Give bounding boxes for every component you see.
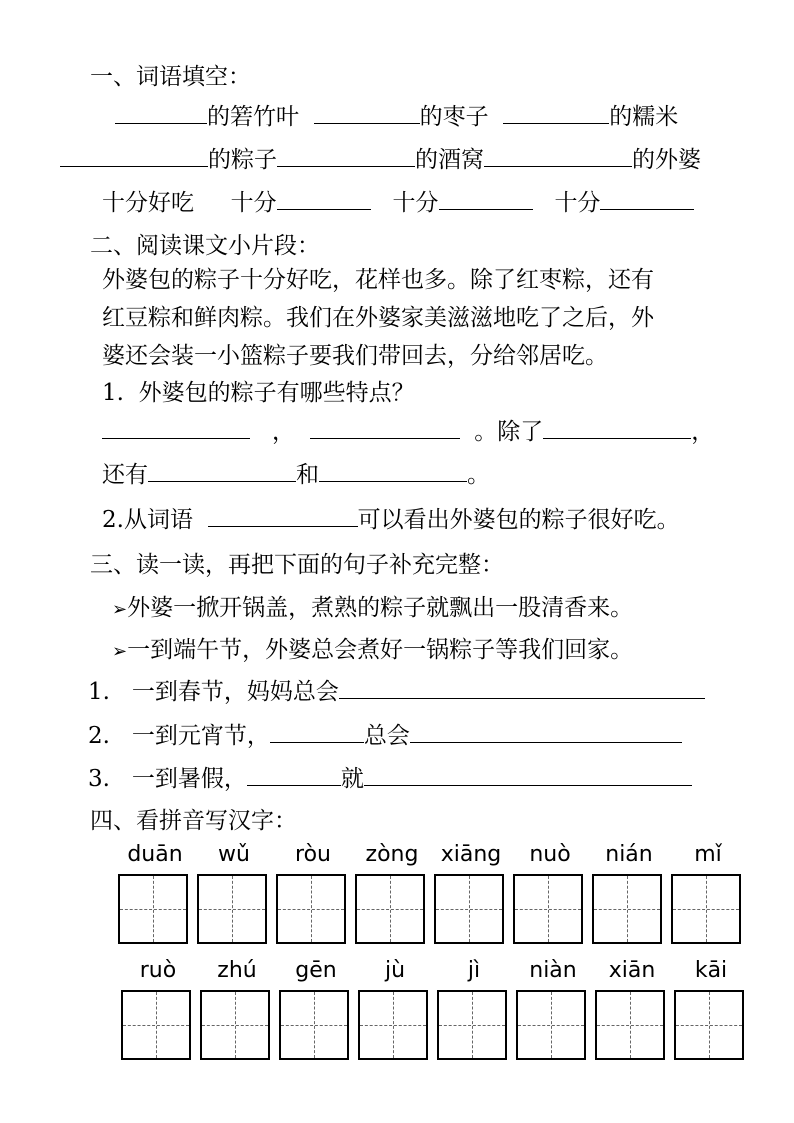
pinyin-label: zòng [365,842,419,867]
tian-zi-grid-box[interactable] [355,874,425,944]
fill-row-3 [102,188,694,218]
item-number: 3. [88,766,110,792]
tian-zi-grid-box[interactable] [595,990,665,1060]
pinyin-cell [516,958,590,988]
pinyin-cell [595,958,669,988]
question-1-answer-line-1 [102,417,714,447]
answer-blank[interactable] [319,461,467,482]
tian-zi-grid-box[interactable] [513,874,583,944]
passage-line-3: 婆还会装一小篮粽子要我们带回去，分给邻居吃。 [102,343,608,369]
example-sentence-1 [112,593,633,625]
pinyin-cell [674,958,748,988]
punctuation: ， [691,419,715,445]
question-1: 1. 外婆包的粽子有哪些特点？ [102,380,415,406]
pinyin-label: kāi [694,958,728,983]
fill-row-1 [115,102,678,132]
pinyin-label: xiāng [440,842,502,867]
pinyin-row-2 [0,958,794,1068]
pinyin-label: niàn [529,958,577,983]
phrase-label: 的外婆 [632,147,701,173]
phrase-label: 一到暑假， [131,766,247,792]
pinyin-label: zhú [217,958,257,983]
example-sentence-2 [112,635,633,667]
question-2 [102,505,680,535]
phrase-label: 就 [340,766,364,792]
pinyin-label: ròu [295,842,331,867]
answer-blank[interactable] [503,103,609,124]
pinyin-label: jì [467,958,481,983]
completion-item-2 [88,721,682,751]
punctuation: 。 [467,462,490,488]
example-text: 外婆一掀开锅盖，煮熟的粽子就飘出一股清香来。 [127,595,634,621]
pinyin-cell [121,958,195,988]
section-2-title: 二、阅读课文小片段： [90,233,320,259]
section-4-title: 四、看拼音写汉字： [90,808,297,834]
pinyin-cell [355,842,429,872]
answer-blank[interactable] [247,765,341,786]
phrase-label: 可以看出外婆包的粽子很好吃。 [357,507,680,533]
pinyin-cell [358,958,432,988]
phrase-label: 十分 [554,190,601,216]
phrase-label: 十分 [392,190,439,216]
passage-line-1: 外婆包的粽子十分好吃，花样也多。除了红枣粽，还有 [102,267,654,293]
pinyin-cell [671,842,745,872]
answer-blank[interactable] [484,146,632,167]
pinyin-label: mǐ [694,842,722,867]
pinyin-label: duān [127,842,183,867]
pinyin-cell [513,842,587,872]
tian-zi-grid-box[interactable] [516,990,586,1060]
answer-blank[interactable] [148,461,296,482]
answer-blank[interactable] [439,189,533,210]
answer-blank[interactable] [410,722,682,743]
fill-row-2 [60,145,701,175]
pinyin-cell [437,958,511,988]
answer-blank[interactable] [60,146,208,167]
answer-blank[interactable] [277,146,415,167]
section-3-title: 三、读一读，再把下面的句子补充完整： [90,552,504,578]
pinyin-cell [434,842,508,872]
tian-zi-grid-box[interactable] [592,874,662,944]
phrase-label: 的酒窝 [415,147,484,173]
pinyin-label: jù [384,958,406,983]
phrase-label: 十分 [230,190,277,216]
phrase-label: 的枣子 [419,104,489,130]
pinyin-cell [118,842,192,872]
phrase-label: 总会 [363,723,410,749]
tian-zi-grid-box[interactable] [118,874,188,944]
pinyin-label: xiān [608,958,656,983]
tian-zi-grid-box[interactable] [437,990,507,1060]
completion-item-3 [88,764,692,794]
phrase-label: 和 [296,462,319,488]
answer-blank[interactable] [364,765,692,786]
phrase-label: 。除了 [474,419,544,445]
answer-blank[interactable] [543,418,691,439]
item-number: 1. [88,679,110,705]
phrase-label: 一到春节，妈妈总会 [131,679,339,705]
answer-blank[interactable] [102,418,250,439]
arrow-bullet-icon: ➢ [112,641,128,662]
tian-zi-grid-box[interactable] [279,990,349,1060]
phrase-label: 十分好吃 [102,190,194,216]
pinyin-label: wǔ [218,842,250,867]
pinyin-label: ruò [139,958,177,983]
tian-zi-grid-box[interactable] [671,874,741,944]
pinyin-cell [200,958,274,988]
tian-zi-grid-box[interactable] [200,990,270,1060]
punctuation: ， [271,419,295,445]
pinyin-cell [592,842,666,872]
completion-item-1 [88,677,705,707]
item-number: 2. [88,723,110,749]
tian-zi-grid-box[interactable] [358,990,428,1060]
phrase-label: 的糯米 [609,104,679,130]
answer-blank[interactable] [310,418,460,439]
answer-blank[interactable] [115,103,207,124]
answer-blank[interactable] [277,189,371,210]
example-text: 一到端午节，外婆总会煮好一锅粽子等我们回家。 [127,637,634,663]
answer-blank[interactable] [339,678,705,699]
pinyin-cell [276,842,350,872]
arrow-bullet-icon: ➢ [112,599,128,620]
pinyin-label: nuò [529,842,571,867]
tian-zi-grid-box[interactable] [434,874,504,944]
phrase-label: 还有 [102,462,148,488]
answer-blank[interactable] [270,722,364,743]
tian-zi-grid-box[interactable] [197,874,267,944]
pinyin-cell [279,958,353,988]
answer-blank[interactable] [314,103,420,124]
tian-zi-grid-box[interactable] [276,874,346,944]
tian-zi-grid-box[interactable] [121,990,191,1060]
pinyin-cell [197,842,271,872]
tian-zi-grid-box[interactable] [674,990,744,1060]
phrase-label: 2.从词语 [102,507,193,533]
question-1-answer-line-2 [102,460,490,490]
passage-line-2: 红豆粽和鲜肉粽。我们在外婆家美滋滋地吃了之后，外 [102,305,654,331]
pinyin-label: nián [605,842,653,867]
section-1-title: 一、词语填空： [90,64,251,90]
phrase-label: 的粽子 [208,147,277,173]
phrase-label: 的箬竹叶 [207,104,299,130]
pinyin-label: gēn [295,958,337,983]
phrase-label: 一到元宵节， [131,723,270,749]
answer-blank[interactable] [600,189,694,210]
answer-blank[interactable] [208,506,358,527]
pinyin-row-1 [0,842,794,952]
